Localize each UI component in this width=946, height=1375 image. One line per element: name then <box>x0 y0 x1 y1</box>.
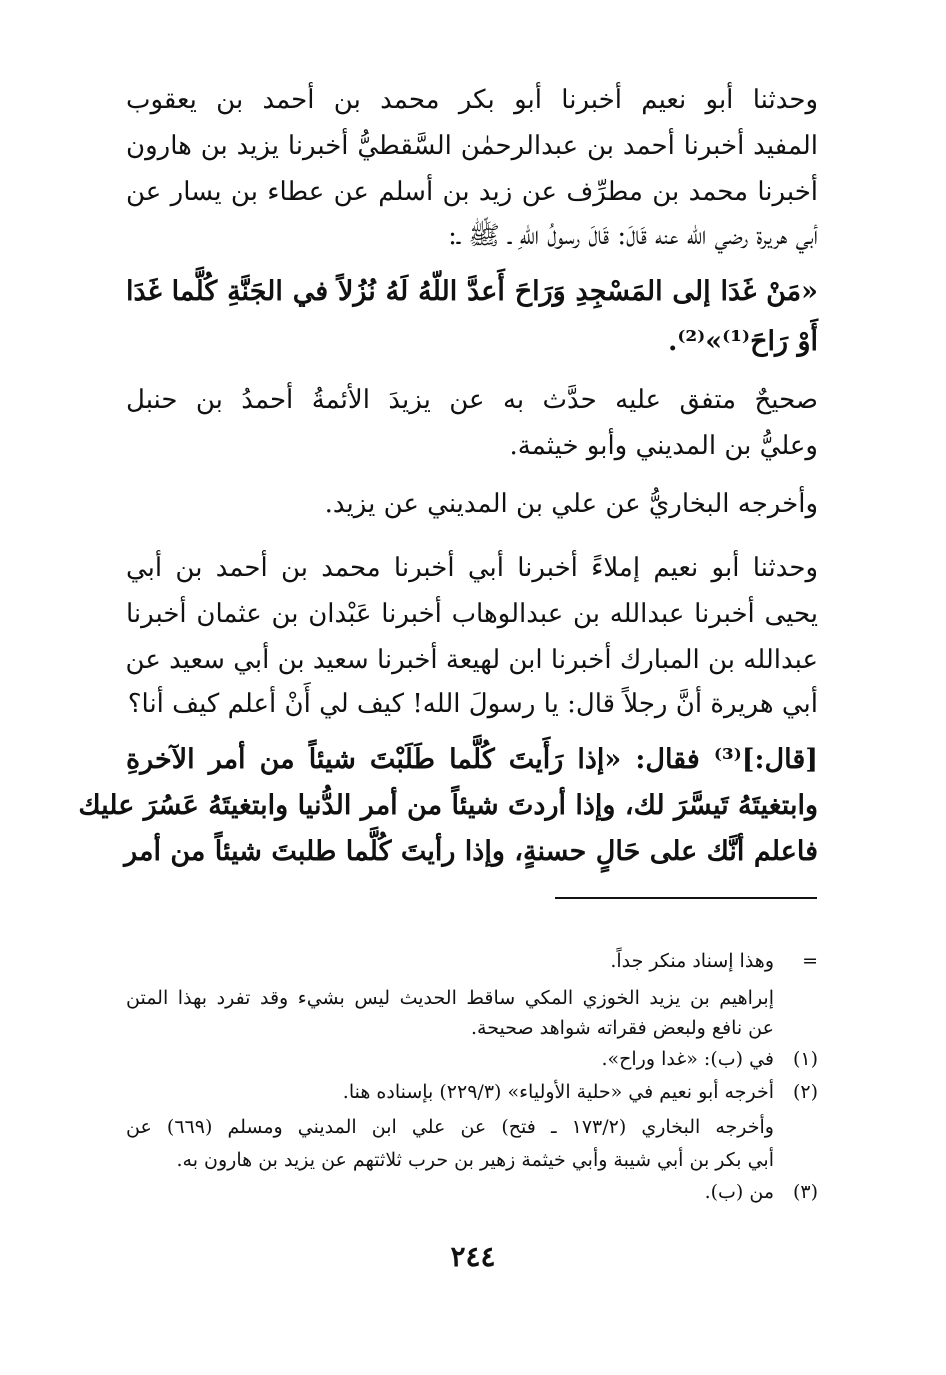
footnote-text: أبي بكر بن أبي شيبة وأبي خيثمة زهير بن حرب ثلاثتهم عن يزيد بن هارون به. <box>176 1149 774 1171</box>
body-line: المفيد أخبرنا أحمد بن عبدالرحمٰن السَّقطيُّ أخبرنا يزيد بن هارون <box>126 131 818 161</box>
footnote-text: وأخرجه البخاري (١٧٣/٢ ـ فتح) عن علي ابن المديني ومسلم (٦٦٩) عن <box>126 1116 774 1138</box>
body-line: أبي هريرة أنَّ رجلاً قال: يا رسولَ الله! كيف لي أَنْ أعلم كيف أنا؟ <box>127 689 818 719</box>
body-line: أخبرنا محمد بن مطرِّف عن زيد بن أسلم عن عطاء بن يسار عن <box>126 177 818 207</box>
body-line: عبدالله بن المبارك أخبرنا ابن لهيعة أخبرنا سعيد بن أبي سعيد عن <box>125 645 818 675</box>
footnote-line <box>126 1145 818 1175</box>
body-line: وعليُّ بن المديني وأبو خيثمة. <box>509 431 818 461</box>
body-line: وأخرجه البخاريُّ عن علي بن المديني عن يزيد. <box>324 489 818 519</box>
body-line: يحيى أخبرنا عبدالله بن عبدالوهاب أخبرنا عَبْدان بن عثمان أخبرنا <box>126 599 818 629</box>
footnote-line <box>126 1077 818 1107</box>
hadith-line: [قال:]⁽³⁾ فقال: «إذا رَأَيتَ كُلَّما طَلَبْتَ شيئاً من أمر الآخرةِ <box>126 744 818 775</box>
footnote-text: وهذا إسناد منكر جداً. <box>610 950 774 972</box>
footnote-line <box>126 1177 818 1207</box>
page-number: ٢٤٤ <box>450 1240 496 1273</box>
footnote-line <box>126 1044 818 1074</box>
footnote-text: أخرجه أبو نعيم في «حلية الأولياء» (٢٢٩/٣) بإسناده هنا. <box>342 1081 774 1103</box>
footnote-number: (٣) <box>792 1181 818 1203</box>
footnote-text: إبراهيم بن يزيد الخوزي المكي ساقط الحديث ليس بشيء وقد تفرد بهذا المتن <box>126 987 774 1009</box>
footnote-number: (١) <box>792 1048 818 1070</box>
footnote-line <box>126 1112 818 1142</box>
footnote-text: في (ب): «غدا وراح». <box>601 1048 774 1070</box>
hadith-line: فاعلم أنَّك على حَالٍ حسنةٍ، وإذا رأيتَ كُلَّما طلبتَ شيئاً من أمر <box>124 836 818 867</box>
footnote-text: عن نافع ولبعض فقراته شواهد صحيحة. <box>471 1017 774 1039</box>
footnote-line <box>126 1013 818 1043</box>
hadith-line: وابتغيتَهُ تَيسَّرَ لك، وإذا أردتَ شيئاً من أمر الدُّنيا وابتغيتَهُ عَسُرَ عليك <box>78 790 818 821</box>
hadith-line: «مَنْ غَدَا إلى المَسْجِدِ وَرَاحَ أَعدَّ اللّهُ لَهُ نُزُلاً في الجَنَّةِ كُلَّما غَدَا <box>126 276 818 307</box>
footnote-line <box>126 946 818 976</box>
body-line: وحدثنا أبو نعيم أخبرنا أبو بكر محمد بن أحمد بن يعقوب <box>126 85 818 115</box>
footnote-line <box>126 983 818 1013</box>
body-line: وحدثنا أبو نعيم إملاءً أخبرنا أبي أخبرنا محمد بن أحمد بن أبي <box>126 553 818 583</box>
footnote-number: = <box>802 950 818 972</box>
footnote-number: (٢) <box>792 1081 818 1103</box>
footnote-text: من (ب). <box>704 1181 774 1203</box>
footnote-separator <box>555 897 817 899</box>
body-line: أبي هريرة رضي الله عنه قَالَ: قَالَ رسولُ اللّهِ ـ ﷺ ـ: <box>448 221 818 251</box>
body-line: صحيحٌ متفق عليه حدَّث به عن يزيدَ الأئمةُ أحمدُ بن حنبل <box>126 385 818 415</box>
hadith-line: أَوْ رَاحَ⁽¹⁾»⁽²⁾. <box>667 326 818 357</box>
